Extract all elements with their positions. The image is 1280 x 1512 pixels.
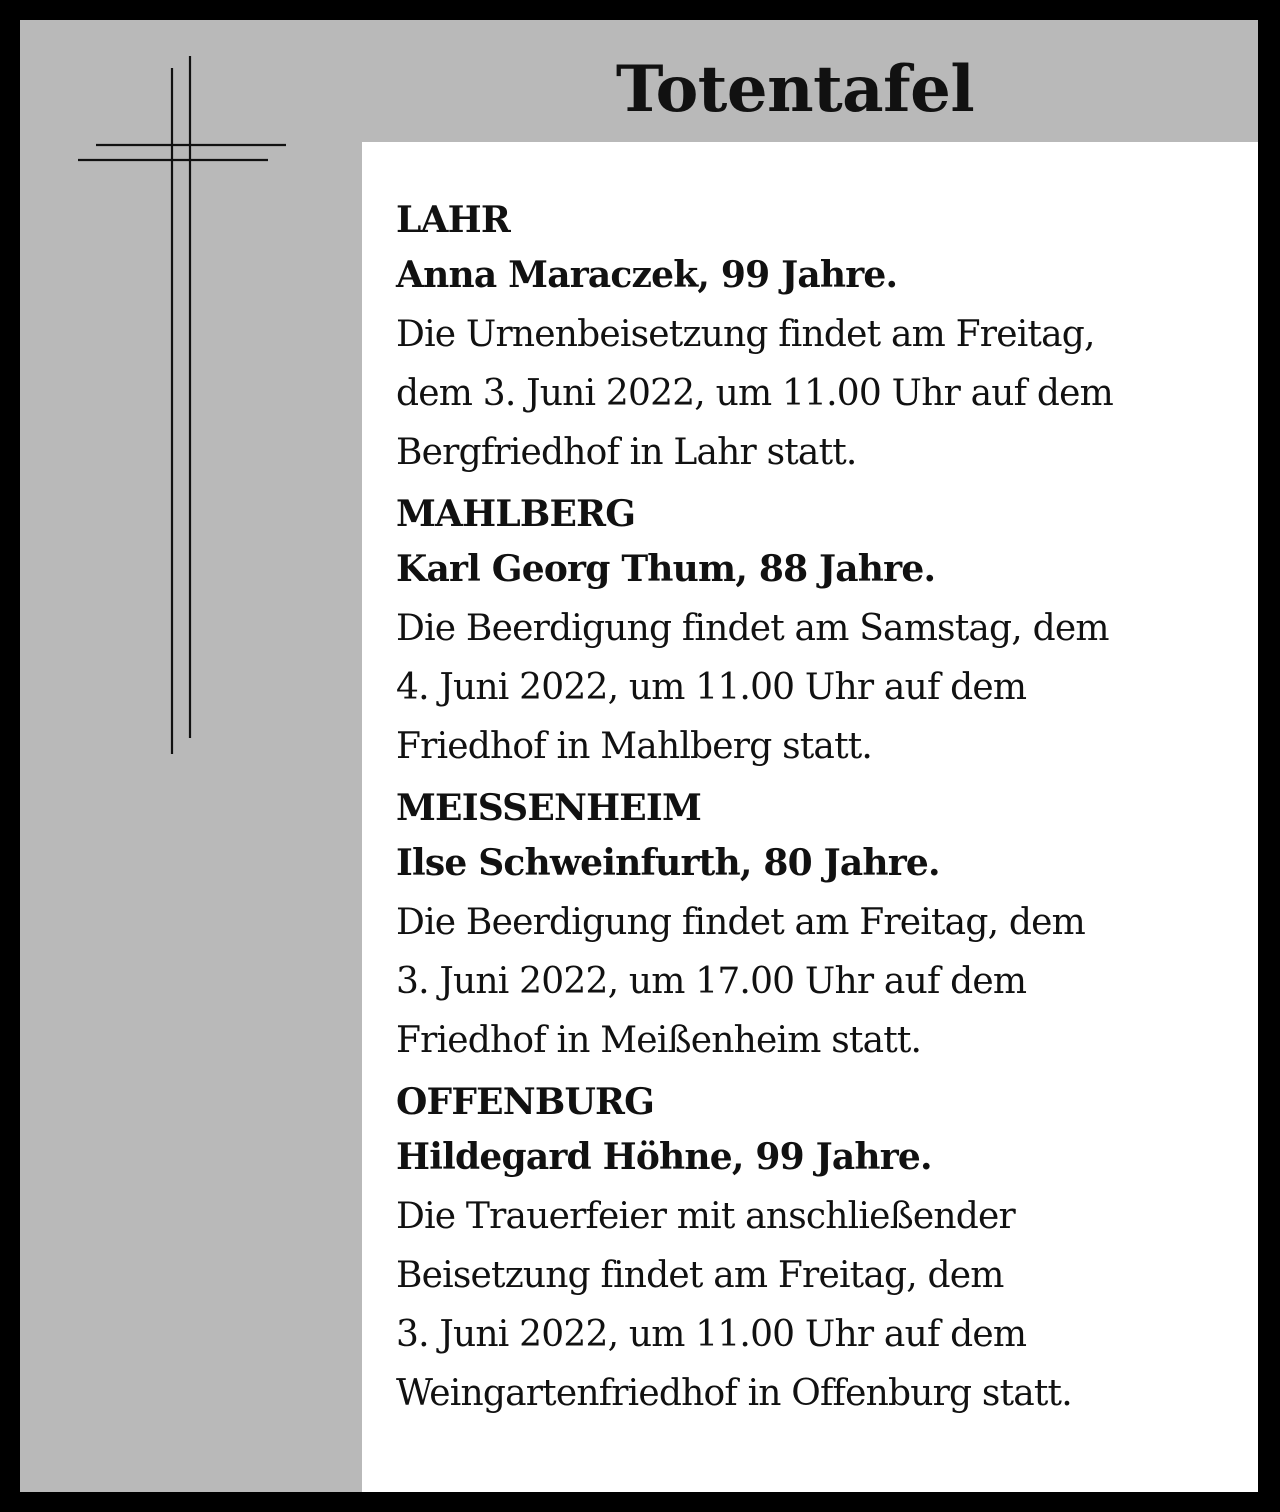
entry-text-line: Beisetzung findet am Freitag, dem [396,1255,1004,1296]
entry-text-line: 4. Juni 2022, um 11.00 Uhr auf dem [396,667,1027,708]
obituary-entry [396,194,1228,482]
entry-place: LAHR [396,199,510,241]
obituary-entry [396,1076,1228,1423]
obituary-board [20,20,1258,1492]
entry-text-line: Friedhof in Meißenheim statt. [396,1020,922,1061]
entry-text-line: Die Urnenbeisetzung findet am Freitag, [396,314,1095,355]
entry-text-line: Friedhof in Mahlberg statt. [396,726,873,767]
entry-name: Hildegard Höhne, 99 Jahre. [396,1136,932,1178]
entry-text-line: 3. Juni 2022, um 17.00 Uhr auf dem [396,961,1027,1002]
obituary-entry [396,488,1228,776]
entry-name: Ilse Schweinfurth, 80 Jahre. [396,842,940,884]
entry-name: Karl Georg Thum, 88 Jahre. [396,548,936,590]
entry-place: MEISSENHEIM [396,787,702,829]
entry-text-line: Die Trauerfeier mit anschließender [396,1196,1015,1237]
entry-text [396,599,1228,776]
entry-text-line: Die Beerdigung findet am Samstag, dem [396,608,1109,649]
obituary-entry [396,782,1228,1070]
obituary-list [362,142,1258,1492]
entry-place: OFFENBURG [396,1081,655,1123]
entry-name: Anna Maraczek, 99 Jahre. [396,254,898,296]
entry-text-line: Weingartenfriedhof in Offenburg statt. [396,1373,1072,1414]
entry-text-line: Bergfriedhof in Lahr statt. [396,432,857,473]
entry-place: MAHLBERG [396,493,636,535]
entry-text-line: 3. Juni 2022, um 11.00 Uhr auf dem [396,1314,1027,1355]
page-title: Totentafel [615,52,975,127]
entry-text-line: dem 3. Juni 2022, um 11.00 Uhr auf dem [396,373,1113,414]
entry-text [396,893,1228,1070]
cross-icon [76,54,286,754]
entry-text-line: Die Beerdigung findet am Freitag, dem [396,902,1085,943]
entry-text [396,1187,1228,1423]
entry-text [396,305,1228,482]
